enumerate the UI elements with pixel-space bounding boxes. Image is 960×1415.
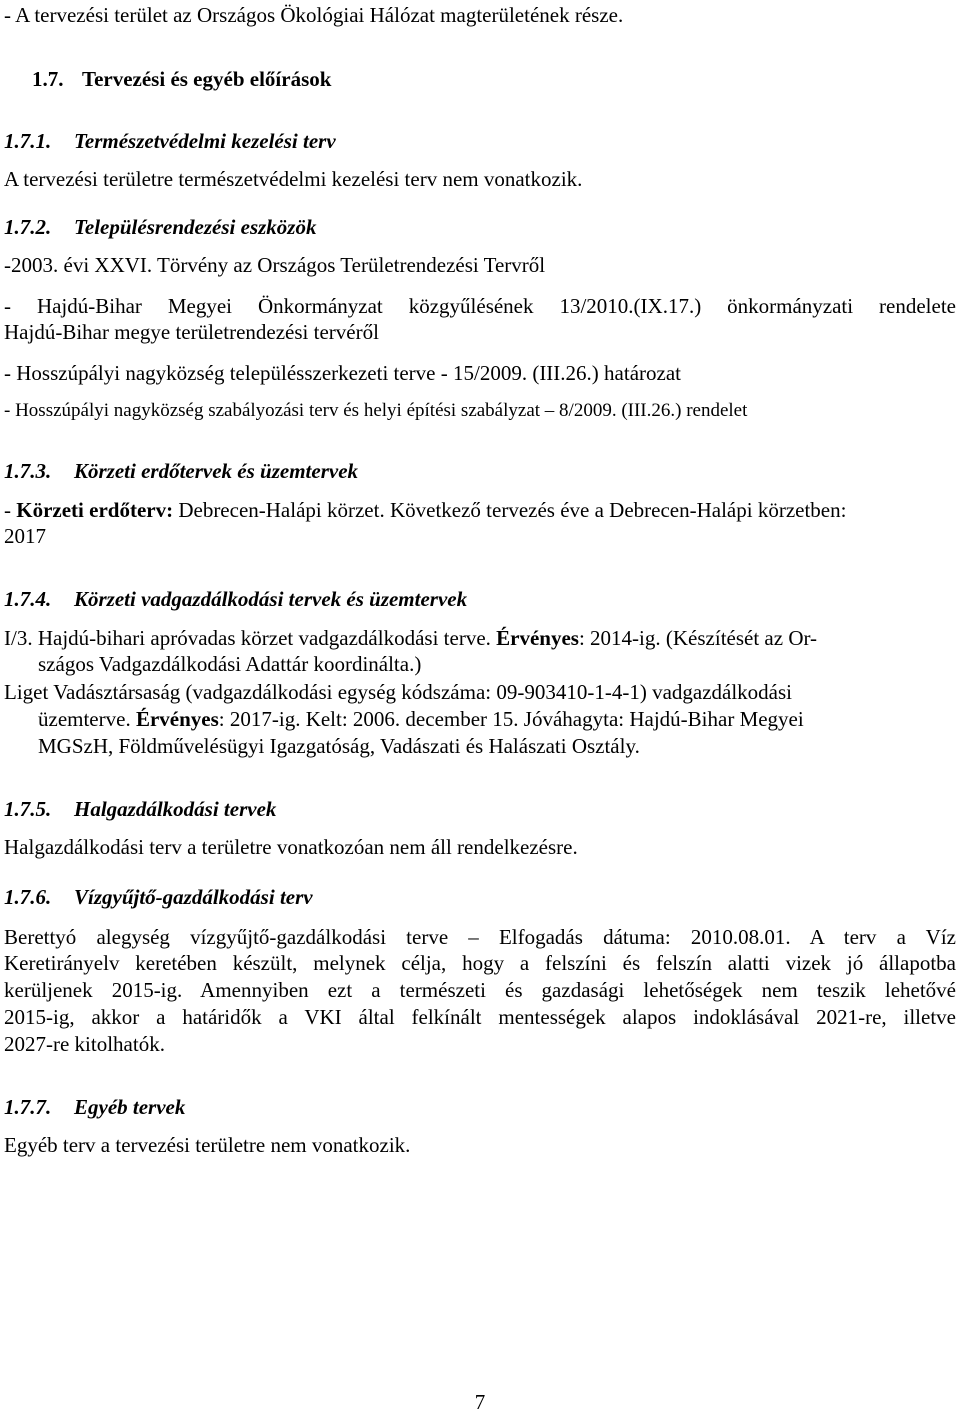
line-text: I/3. Hajdú-bihari apróvadas körzet vadgazdálkodási terve.	[4, 626, 497, 650]
section-heading-1-7-1	[4, 128, 336, 154]
heading-number: 1.7.2.	[4, 215, 52, 239]
paragraph-line: 2017	[4, 524, 46, 548]
bold-label: Érvényes	[496, 626, 579, 650]
section-heading-1-7-4	[4, 586, 467, 612]
heading-number: 1.7.	[32, 67, 64, 91]
paragraph-line: Halgazdálkodási terv a területre vonatkozóan nem áll rendelkezésre.	[4, 835, 578, 859]
line-text: Debrecen-Halápi körzet. Következő tervezés éve a Debrecen-Halápi körzetben:	[173, 498, 847, 522]
section-heading-1-7-6	[4, 884, 313, 910]
heading-title: Tervezési és egyéb előírások	[82, 67, 332, 91]
paragraph-line: - A tervezési terület az Országos Ökológiai Hálózat magterületének része.	[4, 3, 624, 27]
section-heading-1-7	[32, 66, 331, 92]
paragraph-line: - Hajdú-Bihar Megyei Önkormányzat közgyűlésének 13/2010.(IX.17.) önkormányzati rendelete	[4, 294, 956, 318]
heading-title: Településrendezési eszközök	[74, 215, 317, 239]
paragraph-line: - Hosszúpályi nagyközség szabályozási terv és helyi építési szabályzat – 8/2009. (III.26.) rendelet	[4, 400, 748, 421]
heading-number: 1.7.4.	[4, 587, 52, 611]
heading-number: 1.7.3.	[4, 459, 52, 483]
section-heading-1-7-2	[4, 214, 316, 240]
line-prefix: -	[4, 498, 17, 522]
paragraph-line: A tervezési területre természetvédelmi kezelési terv nem vonatkozik.	[4, 167, 583, 191]
heading-number: 1.7.7.	[4, 1095, 52, 1119]
heading-title: Egyéb tervek	[74, 1095, 186, 1119]
heading-number: 1.7.5.	[4, 797, 52, 821]
paragraph-line: Egyéb terv a tervezési területre nem vonatkozik.	[4, 1133, 411, 1157]
heading-title: Vízgyűjtő-gazdálkodási terv	[74, 885, 313, 909]
paragraph-line: kerüljenek 2015-ig. Amennyiben ezt a természeti és gazdasági lehetőségek nem teszik lehetővé	[4, 978, 956, 1002]
paragraph-line: Berettyó alegység vízgyűjtő-gazdálkodási terve – Elfogadás dátuma: 2010.08.01. A terv a Víz	[4, 925, 956, 949]
heading-number: 1.7.6.	[4, 885, 52, 909]
heading-title: Halgazdálkodási tervek	[74, 797, 277, 821]
section-heading-1-7-3	[4, 458, 358, 484]
paragraph-line: MGSzH, Földművelésügyi Igazgatóság, Vadászati és Halászati Osztály.	[38, 734, 640, 758]
paragraph-line: Liget Vadásztársaság (vadgazdálkodási egység kódszáma: 09-903410-1-4-1) vadgazdálkodási	[4, 680, 793, 704]
line-text: üzemterve.	[38, 707, 136, 731]
section-heading-1-7-7	[4, 1094, 185, 1120]
bold-label: Érvényes	[135, 707, 219, 731]
paragraph-line: -2003. évi XXVI. Törvény az Országos Területrendezési Tervről	[4, 253, 546, 277]
bold-label: Körzeti erdőterv:	[16, 498, 174, 522]
paragraph-line: 2015-ig, akkor a határidők a VKI által felkínált mentességek alapos indoklásával 2021-re, illetve	[4, 1005, 956, 1029]
heading-title: Körzeti erdőtervek és üzemtervek	[74, 459, 359, 483]
paragraph-line	[4, 497, 846, 523]
page-number: 7	[474, 1390, 486, 1414]
paragraph-line: 2027-re kitolhatók.	[4, 1032, 165, 1056]
section-heading-1-7-5	[4, 796, 276, 822]
paragraph-line: - Hosszúpályi nagyközség településszerkezeti terve - 15/2009. (III.26.) határozat	[4, 361, 681, 385]
line-text: : 2014-ig. (Készítését az Or-	[578, 626, 818, 650]
paragraph-line: szágos Vadgazdálkodási Adattár koordinálta.)	[38, 652, 422, 676]
paragraph-line: Hajdú-Bihar megye területrendezési tervéről	[4, 320, 379, 344]
line-text: : 2017-ig. Kelt: 2006. december 15. Jóváhagyta: Hajdú-Bihar Megyei	[218, 707, 804, 731]
paragraph-line	[38, 706, 804, 732]
heading-title: Természetvédelmi kezelési terv	[74, 129, 336, 153]
heading-title: Körzeti vadgazdálkodási tervek és üzemtervek	[74, 587, 468, 611]
paragraph-line	[4, 625, 817, 651]
paragraph-line: Keretirányelv keretében készült, melynek célja, hogy a felszíni és felszín alatti vizek jó állapotba	[4, 951, 956, 975]
heading-number: 1.7.1.	[4, 129, 52, 153]
